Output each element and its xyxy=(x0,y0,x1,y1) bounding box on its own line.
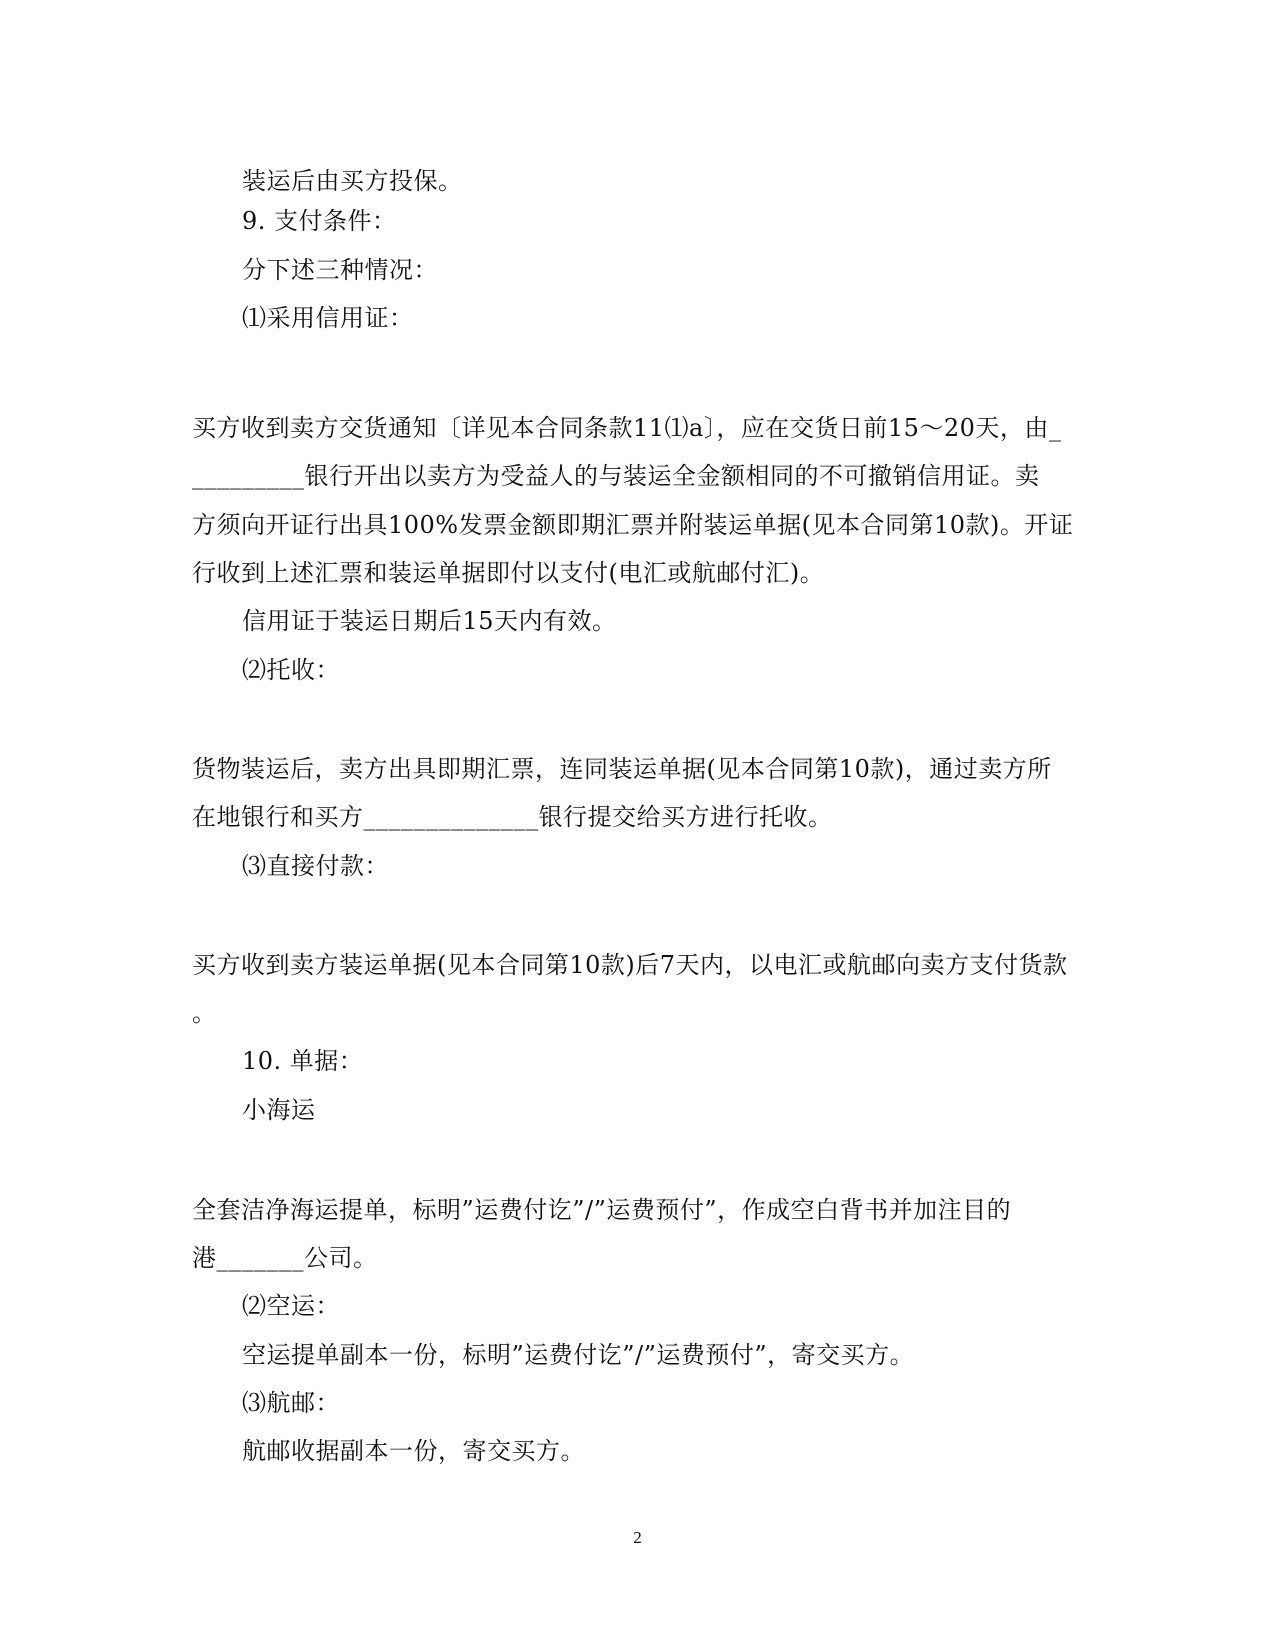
section-heading: 9. 支付条件： xyxy=(242,207,397,235)
subsection-heading: ⑶直接付款： xyxy=(242,852,389,880)
text-line: 行收到上述汇票和装运单据即付以支付(电汇或航邮付汇)。 xyxy=(192,559,825,587)
text-line: 空运提单副本一份，标明”运费付讫”/”运费预付”，寄交买方。 xyxy=(242,1341,915,1369)
subsection-heading: ⑶航邮： xyxy=(242,1389,340,1417)
subsection-heading: 小海运 xyxy=(242,1096,316,1124)
page-number: 2 xyxy=(633,1528,642,1547)
text-line: _________银行开出以卖方为受益人的与装运全金额相同的不可撤销信用证。卖 xyxy=(192,462,1040,490)
section-heading: 10. 单据： xyxy=(242,1047,364,1075)
text-line: 买方收到卖方交货通知〔详见本合同条款11⑴a〕，应在交货日前15～20天，由_ xyxy=(192,414,1062,442)
text-line: 货物装运后，卖方出具即期汇票，连同装运单据(见本合同第10款)，通过卖方所 xyxy=(192,755,1052,783)
text-line: 买方收到卖方装运单据(见本合同第10款)后7天内，以电汇或航邮向卖方支付货款 xyxy=(192,951,1068,979)
text-line: 航邮收据副本一份，寄交买方。 xyxy=(242,1437,585,1465)
text-line: 在地银行和买方______________银行提交给买方进行托收。 xyxy=(192,803,833,831)
subsection-heading: ⑵空运： xyxy=(242,1292,340,1320)
subsection-heading: ⑴采用信用证： xyxy=(242,304,414,332)
text-line: 分下述三种情况： xyxy=(242,256,438,284)
text-line: 港_______公司。 xyxy=(192,1244,378,1272)
text-line: 信用证于装运日期后15天内有效。 xyxy=(242,607,617,635)
text-line: 。 xyxy=(192,999,217,1027)
text-line: 方须向开证行出具100%发票金额即期汇票并附装运单据(见本合同第10款)。开证 xyxy=(192,511,1074,539)
text-line: 装运后由买方投保。 xyxy=(242,167,463,195)
subsection-heading: ⑵托收： xyxy=(242,656,340,684)
text-line: 全套洁净海运提单，标明”运费付讫”/”运费预付”，作成空白背书并加注目的 xyxy=(192,1196,1012,1224)
